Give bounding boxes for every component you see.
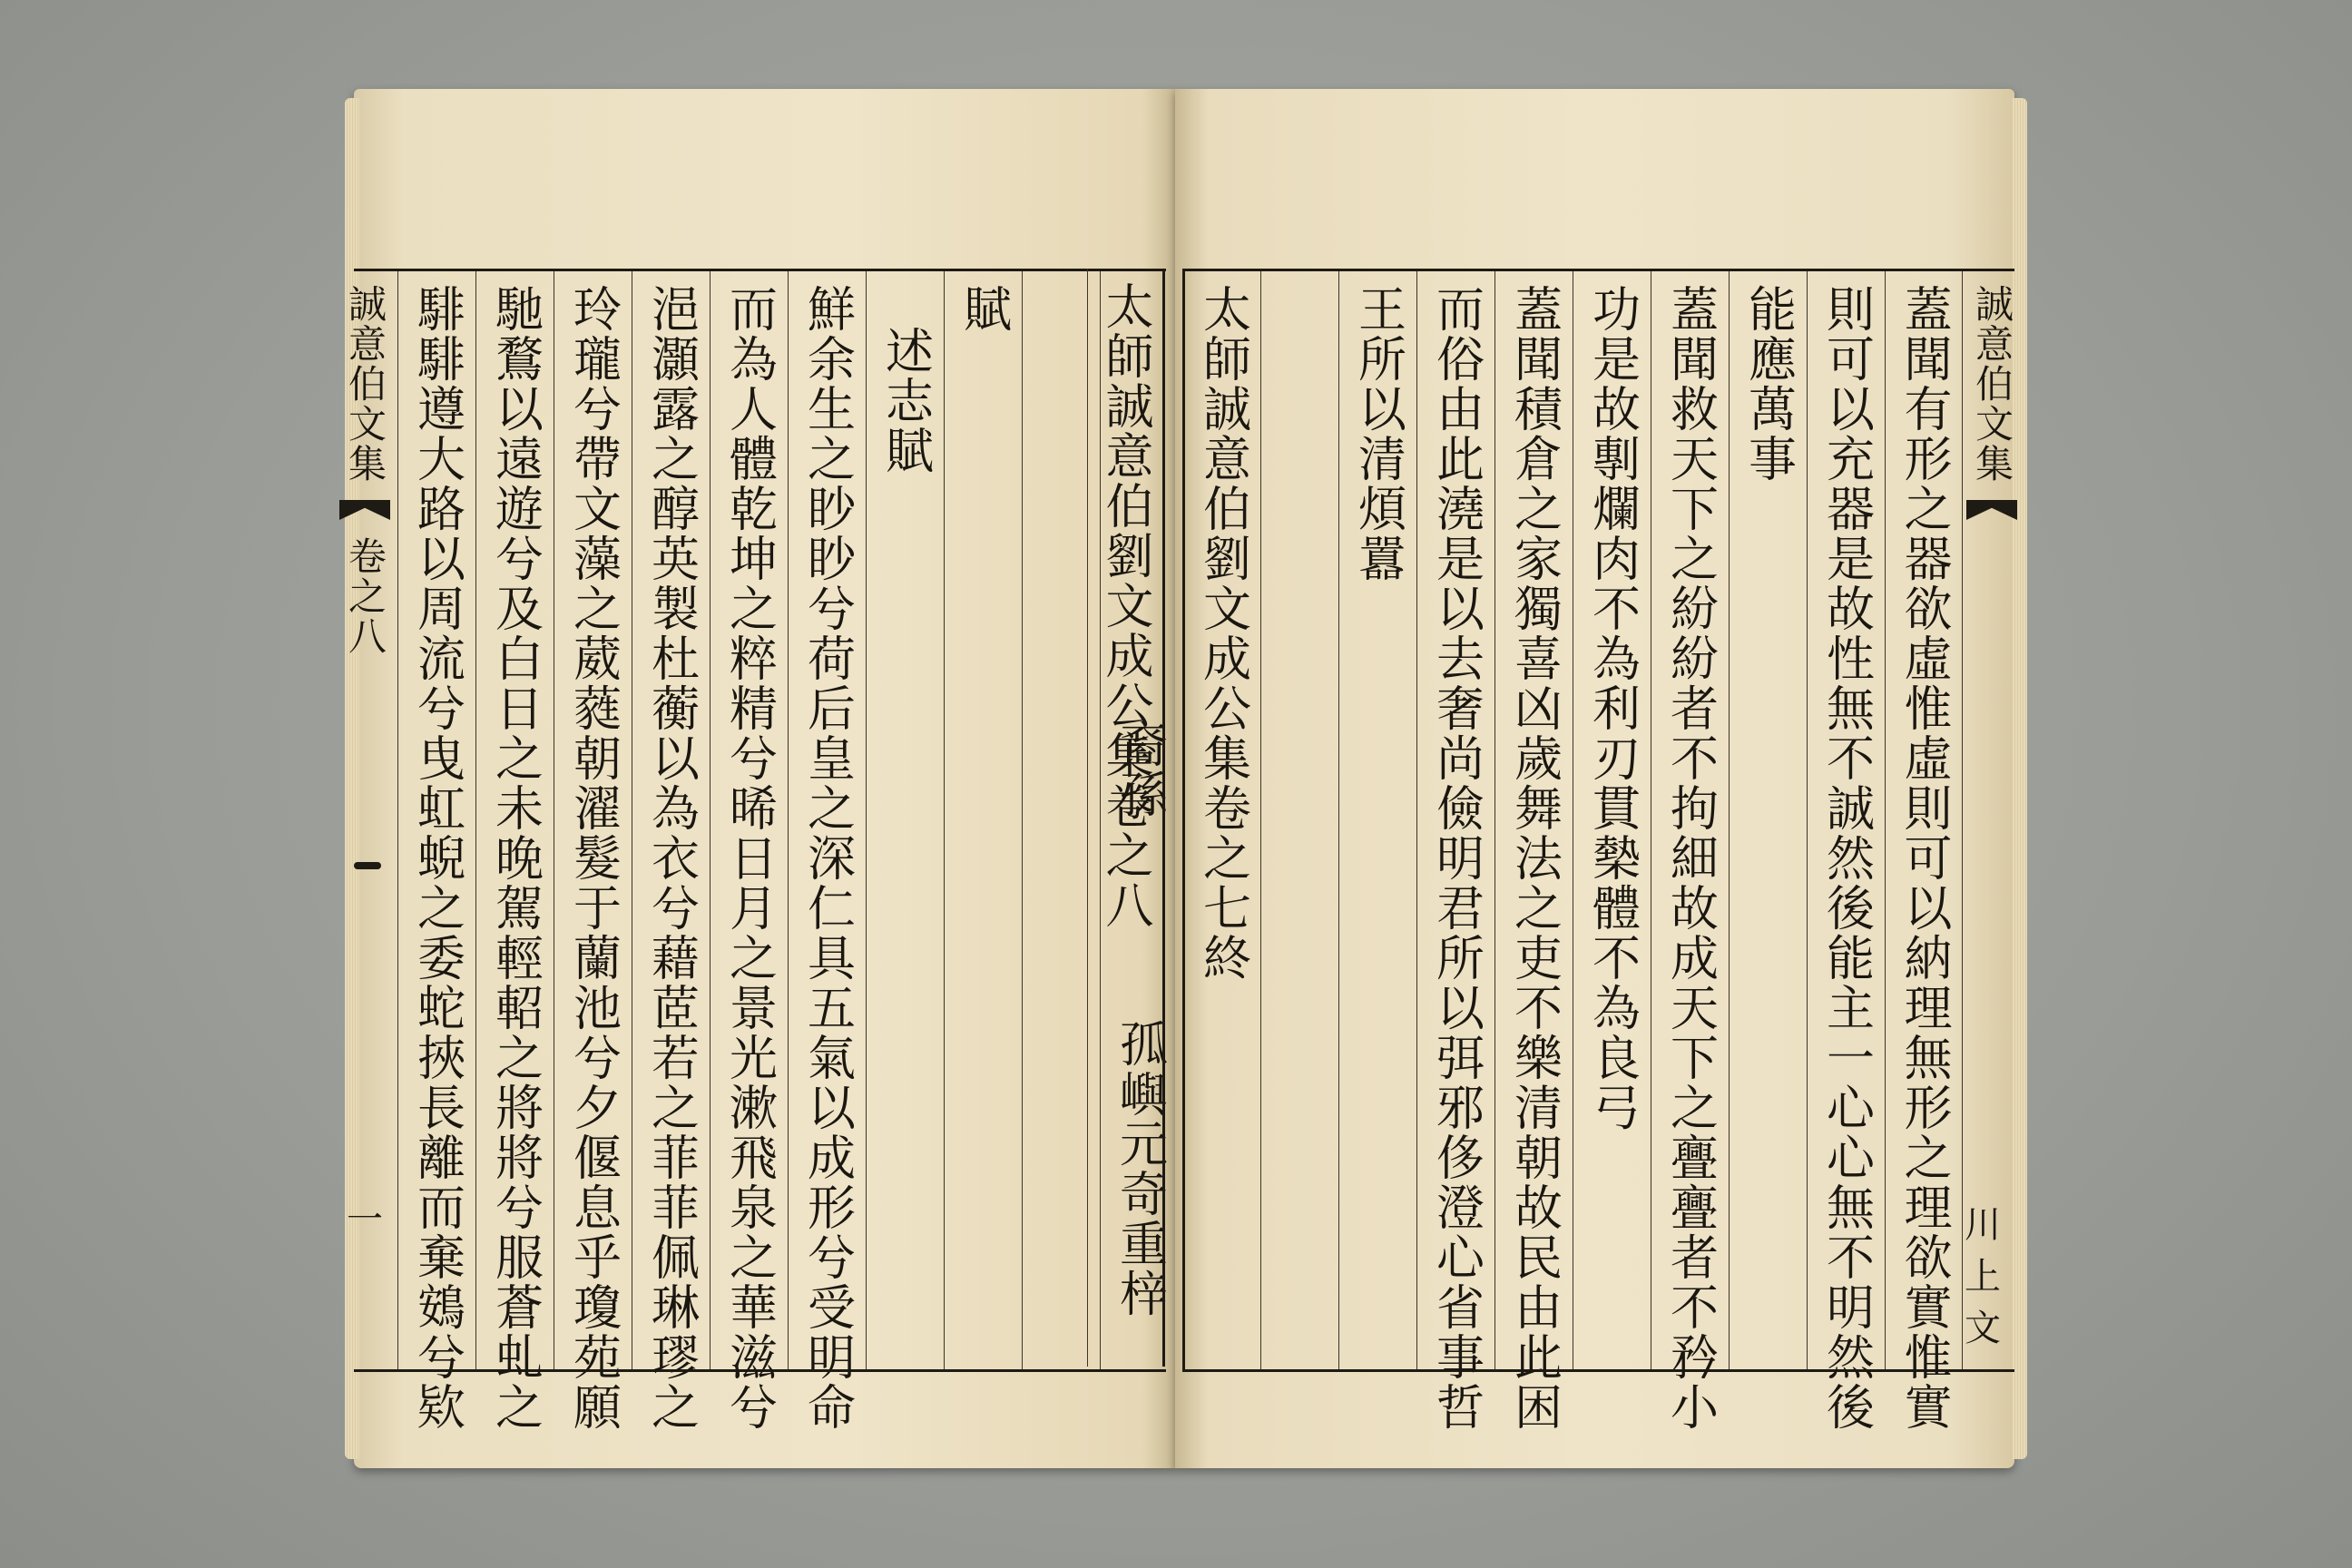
column-text: 能應萬事: [1740, 284, 1797, 484]
text-column: [1885, 271, 1963, 1432]
column-text: 蓋聞有形之器欲虛惟虛則可以納理無形之理欲實惟實: [1896, 284, 1952, 1432]
column-text: 而俗由此澆是以去奢尚儉明君所以弭邪侈澄心省事哲: [1428, 284, 1485, 1432]
text-column: [1260, 271, 1338, 1369]
text-column: [632, 271, 710, 1432]
left-leaf-number: 一: [347, 1199, 383, 1240]
text-column: [1651, 271, 1729, 1432]
text-column: [866, 271, 944, 1369]
left-margin-chapter: 卷之八: [343, 536, 387, 656]
column-text: 蓋聞救天下之紛紛者不拘細故成天下之亹亹者不矜小: [1662, 284, 1719, 1432]
right-leaf-number: 川上文: [1965, 1204, 2001, 1349]
chapter-end-title: 太師誠意伯劉文成公集卷之七終: [1195, 284, 1251, 983]
column-text: 述志賦: [877, 326, 934, 475]
text-column: [397, 271, 475, 1432]
text-column: [475, 271, 554, 1432]
column-text: 裔孫 孤嶼元奇重梓: [1112, 720, 1168, 1318]
left-margin-title: 誠意伯文集: [343, 284, 387, 484]
right-page: [1175, 89, 2014, 1468]
column-text: 而為人體乾坤之粹精兮晞日月之景光漱飛泉之華滋兮: [721, 284, 778, 1432]
text-column: [1416, 271, 1494, 1432]
right-page-margin: [1965, 271, 2019, 1369]
fishtail-mark: [339, 500, 390, 520]
open-book: [343, 89, 2014, 1486]
left-page: [343, 89, 1175, 1468]
text-column: [1729, 271, 1807, 1369]
ink-mark: [354, 862, 381, 869]
column-text: 玲瓏兮帶文藻之葳蕤朝濯髮于蘭池兮夕偃息乎瓊苑願: [565, 284, 622, 1432]
right-page-frame: [1182, 269, 2014, 1432]
left-page-margin: [338, 271, 392, 1369]
text-column: [1494, 271, 1573, 1432]
column-text: 功是故剸爛肉不為利刃貫槷體不為良弓: [1584, 284, 1641, 1132]
text-column: [710, 271, 788, 1432]
text-column: [788, 271, 866, 1432]
text-column: [1807, 271, 1885, 1432]
text-column: [1338, 271, 1416, 1369]
text-column: [1573, 271, 1651, 1369]
column-text: 賦: [956, 284, 1012, 334]
column-text: 馳鶩以遠遊兮及白日之未晚駕輕軺之將將兮服蒼虬之: [487, 284, 544, 1432]
column-text: 王所以清煩囂: [1350, 284, 1406, 583]
column-text: 浥灝露之醇英製杜蘅以為衣兮藉茝若之菲菲佩琳璆之: [643, 284, 700, 1432]
left-page-frame: [343, 269, 1168, 1432]
column-text: 蓋聞積倉之家獨喜凶歲舞法之吏不樂清朝故民由此困: [1506, 284, 1563, 1432]
text-column: [1182, 271, 1260, 1369]
column-text: 則可以充器是故性無不誠然後能主一心心無不明然後: [1818, 284, 1875, 1432]
fishtail-mark: [1966, 500, 2017, 520]
text-column: [554, 271, 632, 1432]
left-title-column: [1087, 269, 1165, 1367]
column-text: 鮮余生之眇眇兮荷后皇之深仁具五氣以成形兮受明命: [799, 284, 856, 1432]
chapter-title: 太師誠意伯劉文成公集卷之八: [1098, 281, 1153, 930]
right-margin-title: 誠意伯文集: [1970, 284, 2014, 484]
text-column: [944, 271, 1022, 1369]
column-text: 騑騑遵大路以周流兮曳虹蜺之委蛇挾長離而棄鴳兮欵: [409, 284, 466, 1432]
